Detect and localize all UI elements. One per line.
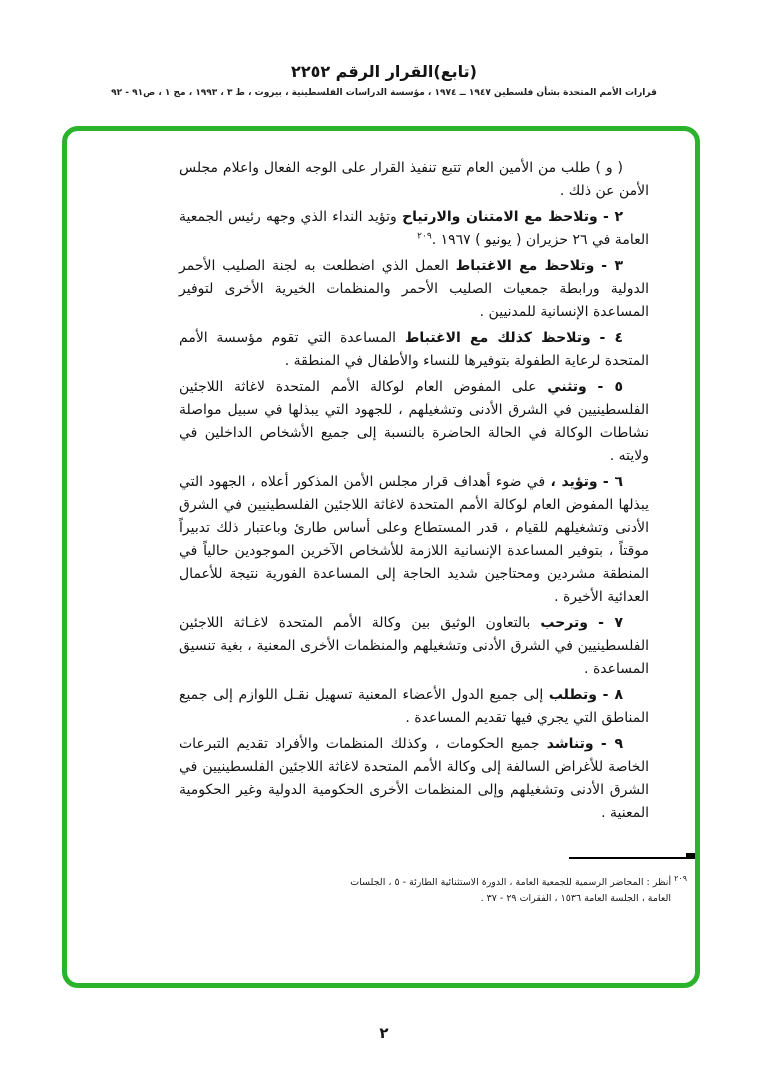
paragraph-label: ٩ - [600,736,624,752]
paragraph-text: العمل الذي اضطلعت به لجنة الصليب الأحمر الدولية ورابطة جمعيات الصليب الأحمر والمنظمات الخيرية الأخرى لتوفير المساعدة الإنسانية للمدنيين . [179,258,649,320]
paragraph-lead: وتلاحظ مع الامتنان والارتياح [402,209,598,225]
paragraph-lead: وتلاحظ كذلك مع الاغتباط [404,330,591,346]
paragraph-text: بالتعاون الوثيق بين وكالة الأمم المتحدة لاغـاثة اللاجئين الفلسطينيين في الشرق الأدنى وتشغيلهم والمنظمات الأخرى المعنية ، بغية تنسيق المساعدة . [179,615,649,677]
footnote-separator-square [686,853,695,859]
footnote-text-2: العامة ، الجلسة العامة ١٥٣٦ ، الفقرات ٢٩ - ٣٧ . [480,893,671,905]
paragraph-lead: وتطلب [548,687,597,703]
paragraph-waw [179,157,649,203]
document-title: (تابع)القرار الرقم ٢٢٥٢ [291,62,477,81]
paragraph-label: ٧ - [598,615,624,631]
paragraph-label: ٣ - [601,258,623,274]
paragraph-text: على المفوض العام لوكالة الأمم المتحدة لاغاثة اللاجئين الفلسطينيين في الشرق الأدنى وتشغيلهم ، للجهود التي يبذلها في سبيل مواصلة نشاطات الوكالة في الحالة الحاضرة بالنسبة إلى جميع الأشخاص الداخلين في ولايته . [179,379,649,464]
paragraph-lead: وتؤيد ، [550,474,598,490]
footnote-marker: ٢٠٩ [674,874,687,883]
paragraph-text: طلب من الأمين العام تتبع تنفيذ القرار على الوجه الفعال واعلام مجلس الأمن عن ذلك . [179,160,649,199]
paragraph-lead: وترحب [540,615,588,631]
footnote-line-2 [349,891,687,907]
paragraph-label: ( و ) [595,160,623,176]
paragraph-lead: وتناشد [546,736,594,752]
footnote [349,871,687,907]
paragraph-text: المساعدة التي تقوم مؤسسة الأمم المتحدة لرعاية الطفولة بتوفيرها للنساء والأطفال في المنطقة . [179,330,649,369]
paragraph-2 [179,206,649,252]
paragraph-text: وتؤيد النداء الذي وجهه رئيس الجمعية العامة في ٢٦ حزيران ( يونيو ) ١٩٦٧ . [179,209,649,248]
paragraph-label: ٢ - [603,209,624,225]
paragraph-text: إلى جميع الدول الأعضاء المعنية تسهيل نقـل اللوازم إلى جميع المناطق التي يجري فيها تقديم المساعدة . [179,687,649,726]
paragraph-9 [179,733,649,825]
paragraph-text: جميع الحكومات ، وكذلك المنظمات والأفراد تقديم التبرعات الخاصة للأغراض السالفة إلى وكالة الأمم المتحدة لاغاثة اللاجئين الفلسطينيين في الشرق الأدنى وتشغيلهم وإلى المنظمات الأخرى الحكومية الدولية وغير الحكومية المعنية . [179,736,649,821]
footnote-line-1 [349,871,687,891]
footnote-text-1: أنظر : المحاضر الرسمية للجمعية العامة ، الدورة الاستثنائية الطارئة - ٥ ، الجلسات [350,877,672,889]
paragraph-6 [179,471,649,609]
paragraph-5 [179,376,649,468]
document-source-line: قرارات الأمم المتحدة بشأن فلسطين ١٩٤٧ ــ ١٩٧٤ ، مؤسسة الدراسات الفلسطينية ، بيروت ، ط ٣ ، ١٩٩٣ ، مج ١ ، ص٩١ - ٩٢ [111,88,657,98]
paragraph-text: في ضوء أهداف قرار مجلس الأمن المذكور أعلاه ، الجهود التي يبذلها المفوض العام لوكالة الأمم المتحدة لاغاثة اللاجئين الفلسطينيين في الشرق الأدنى وتشغيلهم للقيام ، قدر المستطاع وعلى أساس طارئ وباعتبار ذلك تدبيراً موقتاً ، بتوفير المساعدة الإنسانية اللازمة للأشخاص الآخرين الموجودين حالياً في المنطقة مشردين ومحتاجين شديد الحاجة إلى المساعدة الفورية نتيجة للأعمال العدائية الأخيرة . [179,474,649,605]
paragraph-label: ٦ - [602,474,624,490]
paragraph-lead: وتلاحظ مع الاغتباط [455,258,595,274]
resolution-text-block [179,157,649,828]
paragraph-label: ٤ - [599,330,624,346]
page-frame-border [62,126,700,988]
paragraph-lead: وتثني [547,379,587,395]
paragraph-4 [179,327,649,373]
paragraph-7 [179,612,649,681]
paragraph-label: ٨ - [602,687,623,703]
page-number: ٢ [379,1024,389,1042]
paragraph-8 [179,684,649,730]
footnote-reference: ٢٠٩ [417,231,432,242]
footnote-separator-line [569,857,695,859]
paragraph-3 [179,255,649,324]
paragraph-label: ٥ - [597,379,623,395]
